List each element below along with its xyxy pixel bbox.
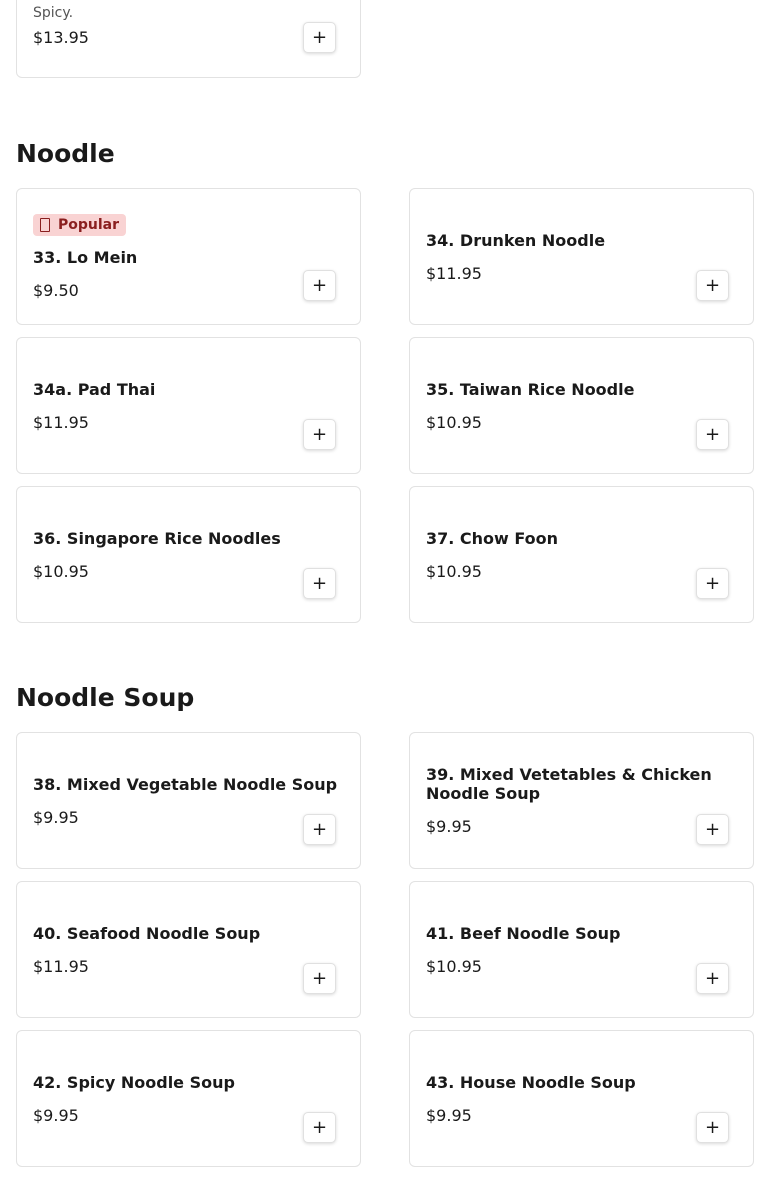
plus-icon: + <box>311 1116 328 1138</box>
menu-item-card[interactable] <box>16 881 361 1018</box>
plus-icon: + <box>704 274 721 296</box>
item-price: $10.95 <box>426 561 482 581</box>
item-price: $9.95 <box>33 807 79 827</box>
item-name: 38. Mixed Vegetable Noodle Soup <box>33 774 338 794</box>
item-name: 39. Mixed Vetetables & Chicken Noodle Soup <box>426 765 712 803</box>
item-name: 41. Beef Noodle Soup <box>426 923 621 943</box>
item-price: $11.95 <box>33 412 89 432</box>
item-price: $13.95 <box>33 28 89 47</box>
menu-item-card[interactable] <box>16 1030 361 1167</box>
popular-icon <box>40 218 50 232</box>
item-price: $11.95 <box>33 956 89 976</box>
badge-label: Popular <box>58 216 120 233</box>
item-price: $10.95 <box>33 561 89 581</box>
plus-icon: + <box>704 1116 721 1138</box>
plus-icon: + <box>704 423 721 445</box>
add-item-button[interactable] <box>696 1112 729 1143</box>
item-price: $9.95 <box>426 817 472 836</box>
item-name: 35. Taiwan Rice Noodle <box>426 379 635 399</box>
plus-icon: + <box>311 967 328 989</box>
item-name: 36. Singapore Rice Noodles <box>33 528 281 548</box>
menu-item-card[interactable] <box>16 0 361 78</box>
item-name: 34a. Pad Thai <box>33 379 156 399</box>
add-item-button[interactable] <box>303 1112 336 1143</box>
plus-icon: + <box>704 818 721 840</box>
item-price: $11.95 <box>426 263 482 283</box>
add-item-button[interactable] <box>303 963 336 994</box>
item-price: $10.95 <box>426 956 482 976</box>
add-item-button[interactable] <box>303 22 336 53</box>
item-price: $9.95 <box>426 1105 472 1125</box>
item-description: Spicy. <box>33 5 74 21</box>
item-name: 34. Drunken Noodle <box>426 230 606 250</box>
item-name: 33. Lo Mein <box>33 247 138 267</box>
menu-item-card[interactable] <box>16 732 361 869</box>
menu-item-card[interactable] <box>16 337 361 474</box>
add-item-button[interactable] <box>696 568 729 599</box>
add-item-button[interactable] <box>696 419 729 450</box>
plus-icon: + <box>311 572 328 594</box>
item-name: 37. Chow Foon <box>426 528 559 548</box>
popular-badge <box>33 214 126 236</box>
item-name: 42. Spicy Noodle Soup <box>33 1072 235 1092</box>
plus-icon: + <box>311 26 328 48</box>
add-item-button[interactable] <box>303 568 336 599</box>
menu-item-card[interactable] <box>409 881 754 1018</box>
item-price: $9.50 <box>33 280 79 300</box>
menu-item-card[interactable] <box>409 1030 754 1167</box>
item-name: 43. House Noodle Soup <box>426 1072 636 1092</box>
menu-item-card[interactable] <box>16 188 361 325</box>
add-item-button[interactable] <box>303 419 336 450</box>
menu-item-card[interactable] <box>409 188 754 325</box>
menu-item-card[interactable] <box>409 732 754 869</box>
add-item-button[interactable] <box>303 270 336 301</box>
add-item-button[interactable] <box>696 814 729 845</box>
add-item-button[interactable] <box>696 270 729 301</box>
section-title-noodle: Noodle <box>16 139 115 168</box>
item-price: $10.95 <box>426 412 482 432</box>
item-name: 40. Seafood Noodle Soup <box>33 923 261 943</box>
plus-icon: + <box>704 572 721 594</box>
plus-icon: + <box>311 423 328 445</box>
item-price: $9.95 <box>33 1105 79 1125</box>
menu-item-card[interactable] <box>16 486 361 623</box>
plus-icon: + <box>704 967 721 989</box>
menu-item-card[interactable] <box>409 337 754 474</box>
add-item-button[interactable] <box>303 814 336 845</box>
plus-icon: + <box>311 818 328 840</box>
section-title-noodle-soup: Noodle Soup <box>16 683 195 712</box>
menu-item-card[interactable] <box>409 486 754 623</box>
add-item-button[interactable] <box>696 963 729 994</box>
plus-icon: + <box>311 274 328 296</box>
